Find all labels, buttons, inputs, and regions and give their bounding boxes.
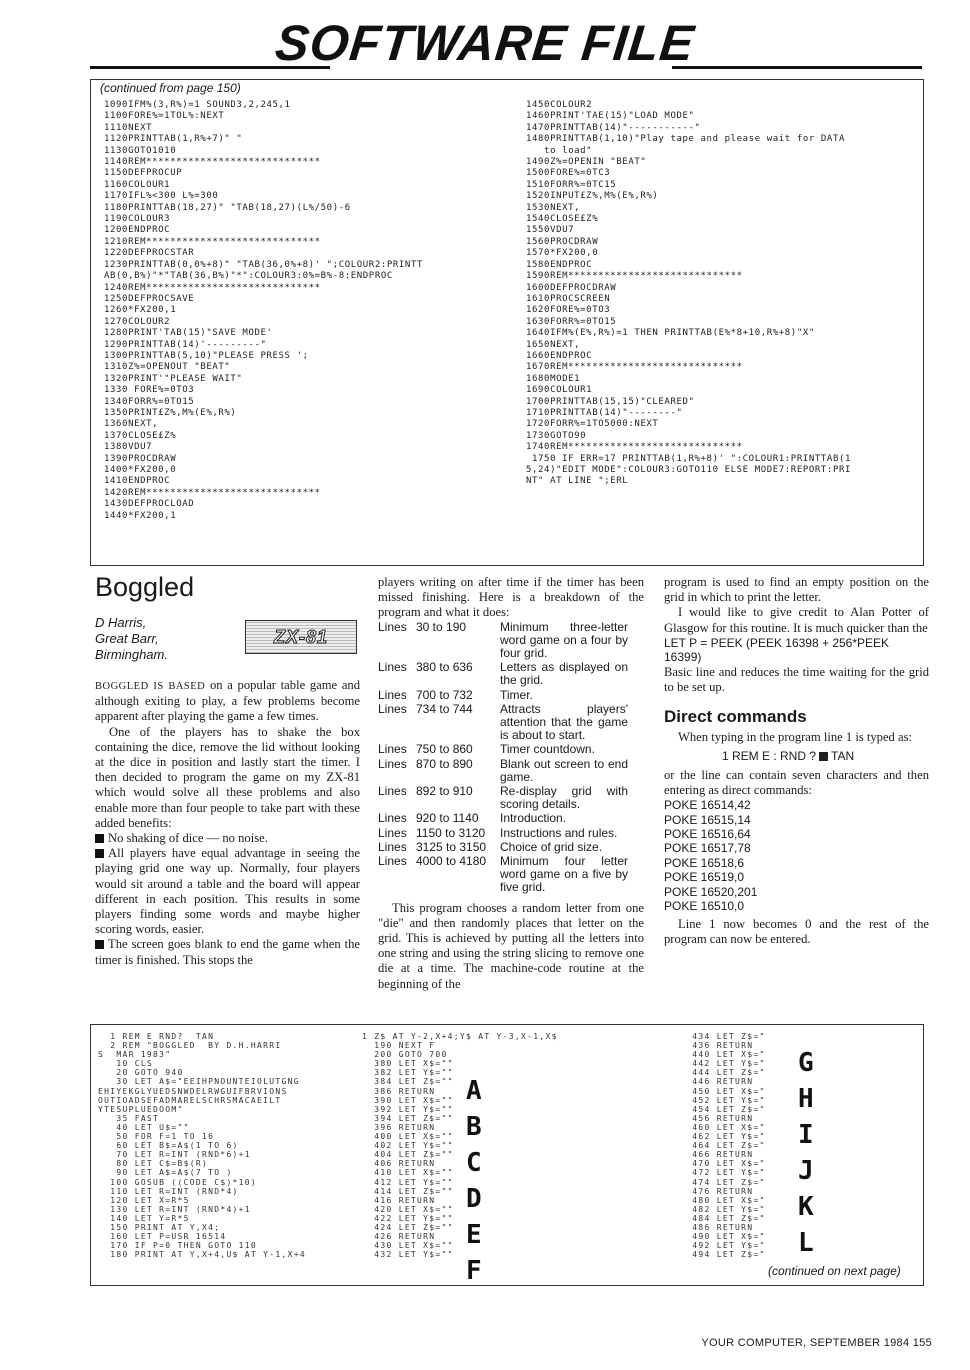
lines-label: Lines — [378, 811, 407, 826]
printout-letter: I — [798, 1120, 814, 1150]
lines-range: 1150 to 3120 — [416, 825, 486, 840]
lines-table-row — [378, 827, 644, 840]
continued-next-note: (continued on next page) — [768, 1264, 901, 1278]
lines-label: Lines — [378, 825, 407, 840]
author-town: Great Barr, — [95, 631, 159, 646]
listing-right-column: 1450COLOUR2 1460PRINT'TAE(15)"LOAD MODE" 1470PRINTTAB(14)"-----------" 1480PRINTTAB(1,10)"Play tape and please wait for DATA to load" 1490Z%=OPENIN "BEAT" 1500FORE%=0TC3 1510FORR%=0TC15 1520INPUT£Z%,M%(E%,R%) 1530NEXT, 1540CLOSE£Z% 1550VDU7 1560PROCDRAW 1570*FX200,0 1580ENDPROC 1590REM***************************** 1600DEFPROCDRAW 1610PROCSCREEN 1620FORE%=0TO3 1630FORR%=0TO15 1640IFM%(E%,R%)=1 THEN PRINTTAB(E%*8+10,R%+8)"X" 1650NEXT, 1660ENDPROC 1670REM***************************** 1680MODE1 1690COLOUR1 1700PRINTTAB(15,15)"CLEARED" 1710PRINTTAB(14)"--------" 1720FORR%=1TO5000:NEXT 1730GOTO90 1740REM***************************** 1750 IF ERR=17 PRINTTAB(1,R%+8)' ":COLOUR1:PRINTTAB(1 5,24)"EDIT MODE":COLOUR3:GOTO110 ELSE MODE7:REPORT:PRI NT" AT LINE ";ERL — [526, 100, 851, 487]
lines-description: Instructions and rules. — [500, 825, 618, 840]
printout-letter: H — [798, 1084, 814, 1114]
poke-command: POKE 16517,78 — [664, 841, 751, 856]
lines-range: 30 to 190 — [416, 619, 467, 634]
author-block — [95, 615, 168, 663]
paragraph: Basic line and reduces the time waiting for the grid to be set up. — [664, 664, 929, 694]
article-column-2 — [378, 575, 644, 992]
author-city: Birmingham. — [95, 647, 168, 662]
lines-table-row — [378, 703, 644, 743]
printout-letter: F — [466, 1256, 482, 1286]
lines-range: 3125 to 3150 — [416, 839, 487, 854]
article-column-3 — [664, 575, 929, 947]
printout-letter: E — [466, 1220, 482, 1250]
lines-description: Re-display grid with scoring details. — [500, 784, 628, 812]
lines-description: Introduction. — [500, 811, 567, 826]
lines-description: Minimum four letter word game on a five by five grid. — [500, 854, 628, 895]
subheading: Direct commands — [664, 707, 807, 727]
paragraph: This program chooses a random letter from one "die" and then randomly places that letter on the grid. This is achieved by putting all the letters into one string and using the string slicing to remove one die at a time. The machine-code routine at the beginning of the — [378, 900, 644, 991]
lines-range: 892 to 910 — [416, 784, 473, 799]
lines-table-row — [378, 785, 644, 811]
badge-label: ZX-81 — [273, 626, 329, 647]
machine-badge — [245, 620, 357, 654]
lines-label: Lines — [378, 619, 407, 634]
lines-range: 920 to 1140 — [416, 811, 479, 826]
poke-command: POKE 16516,64 — [664, 827, 751, 842]
lines-description: Timer countdown. — [500, 742, 595, 757]
lines-table-row — [378, 841, 644, 854]
bullet-icon — [95, 940, 104, 949]
printout-column-2: 1 Z$ AT Y-2,X+4;Y$ AT Y-3,X-1,X$ 190 NEXT F 200 GOTO 700 380 LET X$="" 382 LET Y$="" 384 LET Z$="" 386 RETURN 390 LET X$="" 392 LET Y$="" 394 LET Z$="" 396 RETURN 400 LET X$="" 402 LET Y$="" 404 LET Z$="" 406 RETURN 410 LET X$="" 412 LET Y$="" 414 LET Z$="" 416 RETURN 420 LET X$="" 422 LET Y$="" 424 LET Z$="" 426 RETURN 430 LET X$="" 432 LET Y$="" — [362, 1032, 558, 1260]
paragraph: or the line can contain seven characters and then entering as direct commands: — [664, 767, 929, 798]
poke-command: POKE 16510,0 — [664, 899, 745, 914]
printout-letter: L — [798, 1228, 814, 1258]
printout-letter: G — [798, 1048, 814, 1078]
lines-table-row — [378, 621, 644, 661]
article-column-1 — [95, 678, 360, 968]
lines-range: 750 to 860 — [416, 742, 473, 757]
poke-command: POKE 16518,6 — [664, 855, 745, 870]
page-footer: YOUR COMPUTER, SEPTEMBER 1984 155 — [701, 1337, 932, 1349]
lines-label: Lines — [378, 687, 407, 702]
printout-column-1: 1 REM E RND? TAN 2 REM "BOGGLED BY D.H.HARRI S MAR 1983" 10 CLS 20 GOTO 940 30 LET A$="EEIHPNOUNTEIOLUTGNG EHIYEKGLYUEDSNWDELRWGUIFBRVIONS OUTIOADSEFADMARELSCHRSMACAEILT YTESUPLUEDOOM" 35 FAST 40 LET U$="" 50 FOR F=1 TO 16 60 LET B$=A$(1 TO 6) 70 LET R=INT (RND*6)+1 80 LET C$=B$(R) 90 LET A$=A$(7 TO ) 100 GOSUB ((CODE C$)*10) 110 LET R=INT (RND*4) 120 LET X=R*5 130 LET R=INT (RND*4)+1 140 LET Y=R*5 150 PRINT AT Y,X4; 160 LET P=USR 16514 170 IF P=0 THEN GOTO 110 180 PRINT AT Y,X+4,U$ AT Y-1,X+4 — [98, 1032, 306, 1260]
lines-range: 734 to 744 — [416, 701, 473, 716]
poke-command: POKE 16515,14 — [664, 812, 751, 827]
bullet-text: All players have equal advantage in seeing the playing grid one way up. Normally, four players would sit around a table and the board will appear different in each position. This results in some players finding some words and maybe higher scoring words, easier. — [95, 846, 360, 937]
lines-table-row — [378, 855, 644, 895]
printout-letter: J — [798, 1156, 814, 1186]
lines-description: Blank out screen to end game. — [500, 756, 628, 784]
printout-column-3: 434 LET Z$=" 436 RETURN 440 LET X$=" 442 LET Y$=" 444 LET Z$=" 446 RETURN 450 LET X$=" 452 LET Y$=" 454 LET Z$=" 456 RETURN 460 LET X$=" 462 LET Y$=" 464 LET Z$=" 466 RETURN 470 LET X$=" 472 LET Y$=" 474 LET Z$=" 476 RETURN 480 LET X$=" 482 LET Y$=" 484 LET Z$=" 486 RETURN 490 LET X$=" 492 LET Y$=" 494 LET Z$=" — [692, 1032, 766, 1260]
printout-letter: D — [466, 1184, 482, 1214]
lines-table-row — [378, 661, 644, 687]
lines-description: Minimum three-letter word game on a four by four grid. — [500, 619, 628, 661]
lines-table-row — [378, 743, 644, 756]
paragraph: When typing in the program line 1 is typed as: — [678, 730, 912, 745]
lines-description: Choice of grid size. — [500, 839, 603, 854]
section-title: SOFTWARE FILE — [272, 15, 698, 71]
intro-lead: BOGGLED IS BASED — [95, 681, 206, 692]
lines-description: Timer. — [500, 687, 533, 702]
poke-command: POKE 16519,0 — [664, 870, 745, 885]
paragraph: players writing on after time if the timer has been missed finishing. Here is a breakdown of the program and what it does: — [378, 575, 644, 620]
bullet-item — [95, 937, 360, 967]
paragraph: I would like to give credit to Alan Potter of Glasgow for this routine. It is much quicker than the — [664, 605, 929, 635]
rem-text: TAN — [831, 749, 855, 764]
lines-range: 4000 to 4180 — [416, 854, 487, 869]
bullet-item — [95, 831, 360, 846]
lines-description: Attracts players' attention that the game is about to start. — [500, 701, 628, 743]
intro-rest: on a popular table game and although exiting to play, a few problems become apparent after playing the game a few times. — [95, 678, 360, 724]
lines-label: Lines — [378, 660, 407, 675]
program-lines-table — [378, 621, 644, 895]
lines-range: 700 to 732 — [416, 687, 473, 702]
paragraph: Line 1 now becomes 0 and the rest of the program can now be entered. — [664, 916, 929, 946]
poke-command: POKE 16514,42 — [664, 798, 751, 813]
lines-label: Lines — [378, 784, 407, 799]
lines-range: 380 to 636 — [416, 660, 473, 675]
bullet-icon — [95, 834, 104, 843]
lines-label: Lines — [378, 742, 407, 757]
bullet-item — [95, 846, 360, 937]
lines-table-row — [378, 758, 644, 784]
lines-label: Lines — [378, 701, 407, 716]
lines-label: Lines — [378, 839, 407, 854]
printout-letter: B — [466, 1112, 482, 1142]
poke-command: POKE 16520,201 — [664, 884, 758, 899]
lines-table-row — [378, 689, 644, 702]
bullet-icon — [95, 849, 104, 858]
paragraph: program is used to find an empty position on the grid in which to print the letter. — [664, 575, 929, 605]
poke-list — [664, 798, 929, 913]
lines-label: Lines — [378, 756, 407, 771]
listing-left-column: 1090IFM%(3,R%)=1 SOUND3,2,245,1 1100FORE%=1TOL%:NEXT 1110NEXT 1120PRINTTAB(1,R%+7)" " 1130GOTO1010 1140REM***************************** 1150DEFPROCUP 1160COLOUR1 1170IFL%<300 L%=300 1180PRINTTAB(18,27)" "TAB(18,27)(L%/50)-6 1190COLOUR3 1200ENDPROC 1210REM***************************** 1220DEFPROCSTAR 1230PRINTTAB(0,0%+8)" "TAB(36,0%+8)' ";COLOUR2:PRINTT AB(0,B%)"*"TAB(36,B%)"*":COLOUR3:0%=B%-8:ENDPROC 1240REM***************************** 1250DEFPROCSAVE 1260*FX200,1 1270COLOUR2 1280PRINT'TAB(15)"SAVE MODE' 1290PRINTTAB(14)'---------" 1300PRINTTAB(5,10)"PLEASE PRESS '; 1310Z%=OPENOUT "BEAT" 1320PRINT'"PLEASE WAIT" 1330 FORE%=0TO3 1340FORR%=0TO15 1350PRINT£Z%,M%(E%,R%) 1360NEXT, 1370CLOSE£Z% 1380VDU7 1390PROCDRAW 1400*FX200,0 1410ENDPROC 1420REM***************************** 1430DEFPROCLOAD 1440*FX200,1 — [104, 100, 423, 521]
author-name: D Harris, — [95, 615, 147, 630]
bullet-text: The screen goes blank to end the game when the timer is finished. This stops the — [95, 937, 360, 967]
lines-table-row — [378, 812, 644, 825]
peek-line: LET P = PEEK (PEEK 16398 + 256*PEEK 16399) — [664, 635, 890, 665]
printout-letter: K — [798, 1192, 814, 1222]
printout-letter: C — [466, 1148, 482, 1178]
lines-label: Lines — [378, 854, 407, 869]
bullet-text: No shaking of dice — no noise. — [108, 831, 268, 846]
continued-from-note: (continued from page 150) — [100, 81, 241, 95]
graphic-block-icon — [819, 752, 828, 761]
intro-paragraph — [95, 678, 360, 725]
rem-line — [664, 749, 929, 763]
rem-text: 1 REM E : RND ? — [722, 749, 817, 764]
lines-description: Letters as displayed on the grid. — [500, 660, 628, 688]
lines-range: 870 to 890 — [416, 756, 473, 771]
printout-letter: A — [466, 1076, 482, 1106]
article-title: Boggled — [95, 572, 195, 602]
paragraph: One of the players has to shake the box containing the dice, remove the lid without looking at the dice in position and lastly start the timer. I then decided to program the game on my ZX-81 which would solve all these problems and also enable more than four people to take part with these added benefits: — [95, 724, 360, 830]
